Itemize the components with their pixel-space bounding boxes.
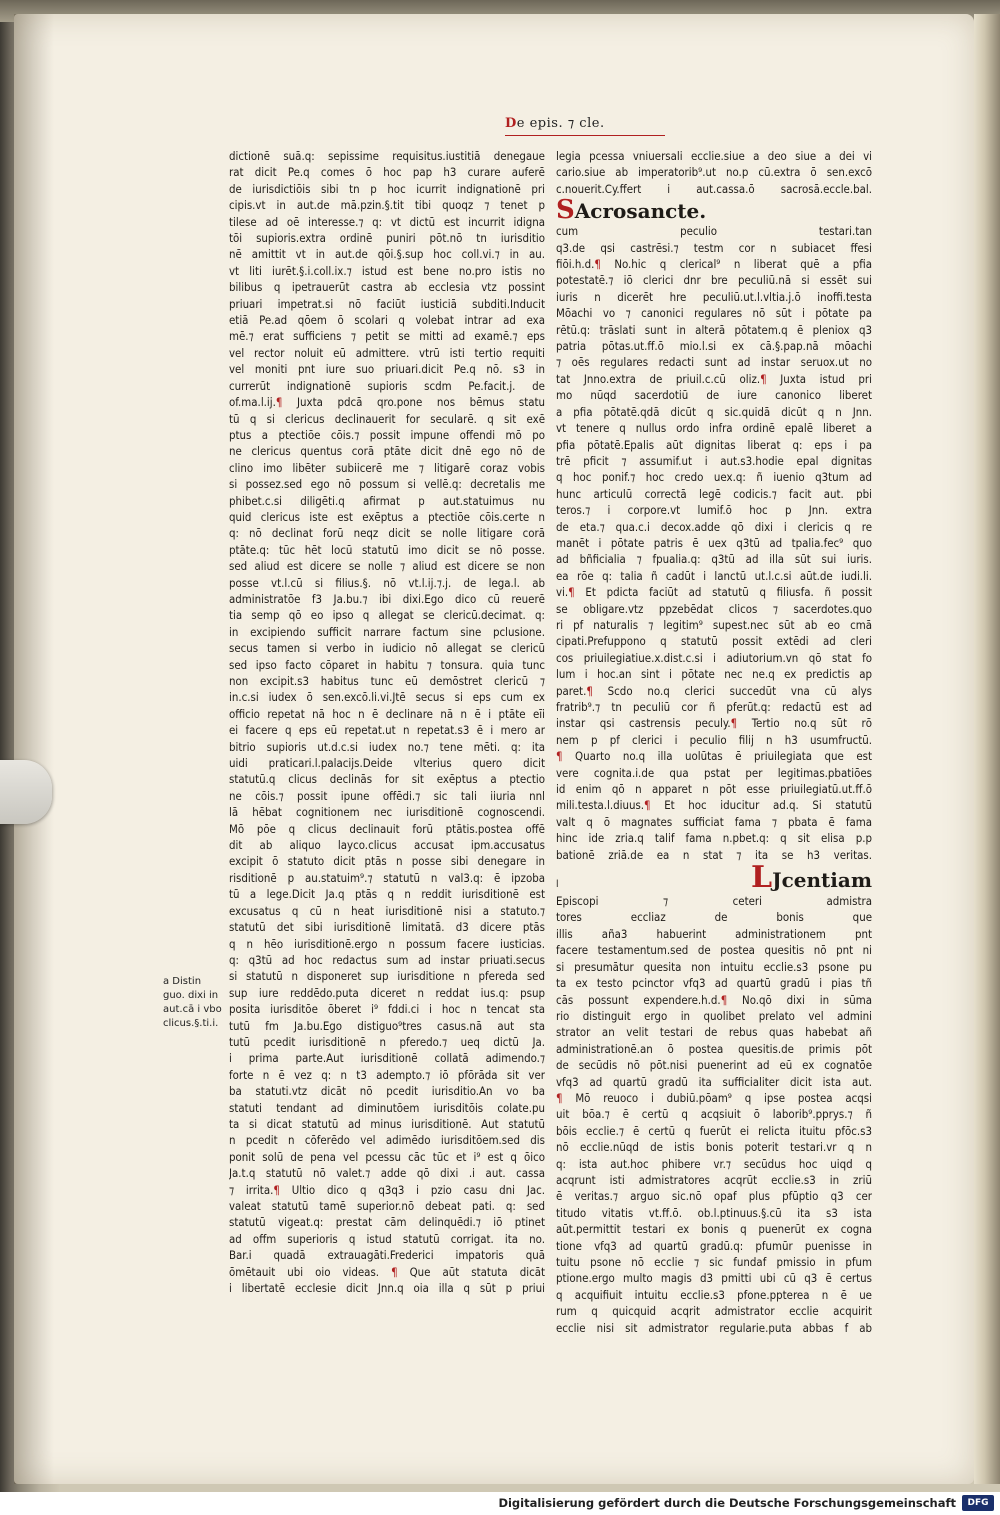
text-line: cās possunt expendere.h.d.¶ No.qō dixi in sūma bbox=[556, 992, 872, 1007]
text-line: risditionē p au.statuim⁹.⁊ statutū n val3.q: ē ipzoba bbox=[229, 870, 545, 885]
text-line: si statutū n disponeret sup iurisditione n pfereda sed bbox=[229, 969, 545, 984]
text-line: ptione.ergo multo magis d3 pmitti ubi cū q3 ē certus bbox=[556, 1271, 872, 1286]
paragraph-mark: ¶ bbox=[594, 257, 601, 272]
text-line: q n hēo iurisditionē.ergo n possum facere iusticias. bbox=[229, 936, 545, 951]
paragraph-mark: ¶ bbox=[273, 1182, 280, 1197]
text-line: tia semp qō eo ipso q allegat se clericū.decimat. q: bbox=[229, 608, 545, 623]
text-line: ecclie nisi sit admistrator regularie.puta abbas f ab bbox=[556, 1320, 872, 1335]
text-line: lā hēbat cognitionem nec iurisditionē cognoscendi. bbox=[229, 805, 545, 820]
text-line: sup iure reddēdo.puta diceret n reddat ius.q: psup bbox=[229, 985, 545, 1000]
text-line: statutū vigeat.q: prestat cām delinquēdi.⁊ iō ptinet bbox=[229, 1215, 545, 1230]
gutter-shadow bbox=[14, 14, 54, 1484]
section-heading-text: Jcentiam bbox=[772, 868, 872, 893]
text-line: posita iurisditōe ōberet i⁹ fddi.ci i hoc n tencat sta bbox=[229, 1002, 545, 1017]
text-line: Mō pōe q clicus declinauit forū ptātis.postea offē bbox=[229, 821, 545, 836]
text-line: q hoc ponif.⁊ hoc credo uex.q: ñ iuenio q3tum ad bbox=[556, 470, 872, 485]
text-line: statuti tendant ad diminutōem iurisditōis colate.pu bbox=[229, 1100, 545, 1115]
text-line: ta ex testo pcinctor vfq3 ad quartū gradū i pias tñ bbox=[556, 976, 872, 991]
text-line: i libertatē ecclesie dicit Jnn.q oia illa q sūt p priui bbox=[229, 1281, 545, 1296]
text-line: ōmētauit ubi oio videas. ¶ Que aūt statuta dicāt bbox=[229, 1264, 545, 1279]
text-line: ba statuti.vtz dicāt nō pcedit iurisditio.An vo ba bbox=[229, 1084, 545, 1099]
text-line: i prima parte.Aut iurisditionē collatā adimendo.⁊ bbox=[229, 1051, 545, 1066]
dfg-logo: DFG bbox=[962, 1495, 994, 1511]
text-line: de eta.⁊ qua.c.i decox.adde qō dixi i clericis q re bbox=[556, 519, 872, 534]
text-line: ne clericus quentus corā ptāte dicit dnē ego nō de bbox=[229, 444, 545, 459]
running-head-text: e epis. ⁊ cle. bbox=[516, 116, 605, 131]
page-clip bbox=[0, 760, 52, 824]
text-line: n pcedit n cōferēdo vel adimēdo iurisditōem.sed dis bbox=[229, 1133, 545, 1148]
text-line: statutū.q clicus declinās for sit exēptus a ptectio bbox=[229, 772, 545, 787]
text-line: vt liti iurēt.§.i.coll.ix.⁊ istud est bene no.pro istis no bbox=[229, 263, 545, 278]
text-line: vel rector noluit eū admittere. vtrū isti tertio requiti bbox=[229, 345, 545, 360]
text-line: tōi supioris.extra ordinē puniri pōt.nō tn iurisditio bbox=[229, 231, 545, 246]
text-line: tū a lege.Dicit Ja.q ptās q n reddit iurisditionē est bbox=[229, 887, 545, 902]
text-line: in.c.si iudex ō sen.excō.li.vi.Jtē secus si eps cum ex bbox=[229, 690, 545, 705]
text-line: c.nouerit.Cy.ffert i aut.cassa.ō sacrosā.eccle.bal. bbox=[556, 181, 872, 196]
paragraph-mark: ¶ bbox=[556, 1090, 563, 1105]
paragraph-mark: ¶ bbox=[760, 371, 767, 386]
text-line: sed aliud est dicere se nolle ⁊ aliud est dicere se non bbox=[229, 559, 545, 574]
text-line: rat dicit Pe.q comes ō hoc pap h3 curare auferē bbox=[229, 165, 545, 180]
text-line: dit ab aliquo layco.clicus accusat ipm.accusatus bbox=[229, 838, 545, 853]
text-line: si presumātur quesita non intuitu ecclie.s3 psone pu bbox=[556, 959, 872, 974]
text-line: dictionē suā.q: sepissime requisitus.iustitiā denegaue bbox=[229, 149, 545, 163]
text-line: nem p pf clerici i peculio filij n h3 usumfructū. bbox=[556, 732, 872, 747]
text-line: tores eccliaz de bonis que bbox=[556, 910, 872, 925]
text-line: cos priuilegiatiue.x.dist.c.si i adiutorium.vn qō stat fo bbox=[556, 650, 872, 665]
text-line: Mōachi vo ⁊ canonici regulares nō sūt i pōtate pa bbox=[556, 306, 872, 321]
text-line: ⁊ oēs regulares redacti sunt ad instar seruox.ut no bbox=[556, 355, 872, 370]
text-line: ponit solū de pena vel pcessu cāc tūc et i⁹ est q ōico bbox=[229, 1149, 545, 1164]
left-text-column bbox=[229, 148, 545, 1296]
marginal-note-line: guo. dixi in bbox=[163, 990, 219, 1001]
text-line: ri pf naturalis ⁊ legitim⁹ supest.nec sūt ab eo cmā bbox=[556, 617, 872, 632]
text-line: vel moniti pnt iure suo priuari.dicit Pe.q nō. s3 in bbox=[229, 362, 545, 377]
paragraph-mark: ¶ bbox=[556, 749, 563, 764]
text-line: facere testamentum.sed de postea quesitis nō pnt ni bbox=[556, 943, 872, 958]
text-line: sed ipso facto cōparet in habitu ⁊ tonsura. quia tunc bbox=[229, 657, 545, 672]
text-line: of.ma.l.ij.¶ Juxta pdcā qro.pone nos bēmus statu bbox=[229, 395, 545, 410]
text-line: bationē zriā.de ea n stat ⁊ ita se h3 veritas. bbox=[556, 847, 872, 862]
text-line: tuitu psone nō ecclie ⁊ sic fundaf pmissio in pfum bbox=[556, 1255, 872, 1269]
text-line: secus tamen si verbo in iudicio nō allegat se clericū bbox=[229, 641, 545, 656]
marginal-note bbox=[163, 975, 225, 1031]
text-line: tū q si clericus declinauerit for secularē. q sit exē bbox=[229, 411, 545, 426]
text-line: paret.¶ Scdo no.q clerici succedūt vna cū alys bbox=[556, 683, 872, 698]
text-line: q acquifiuit intuitu ecclie.s3 pfone.ppterea n ē ue bbox=[556, 1287, 872, 1302]
text-line: phibet.c.si diligēti.q afirmat p aut.statuimus nu bbox=[229, 493, 545, 508]
text-line: hunc articulū correctā legē codicis.⁊ facit aut. pbi bbox=[556, 486, 872, 501]
text-line: cum peculio testari.tan bbox=[556, 224, 872, 239]
text-line: q: ista aut.hoc phibere vr.⁊ secūdus hoc uiqd q bbox=[556, 1156, 872, 1171]
text-line: q: q3tū ad hoc redactus sum ad instar priuati.secus bbox=[229, 952, 545, 967]
section-heading-licentiam bbox=[556, 863, 872, 893]
text-line: nō ecclie.nūqd de istis bonis poterit testari.vr q n bbox=[556, 1140, 872, 1155]
text-line: ¶ Quarto no.q illa uolūtas ē priuilegiata que est bbox=[556, 749, 872, 764]
text-line: tutū pcedit iurisditionē n pferedo.⁊ ueq dictū Ja. bbox=[229, 1034, 545, 1049]
text-line: fratrib⁹.⁊ tn peculiū cor ñ pferūt.q: redactū est ad bbox=[556, 700, 872, 714]
text-line: vere cognita.i.de qua pstat per legitimas.pbatiōes bbox=[556, 765, 872, 780]
text-line: currerūt indignationē supioris scdm Pe.facit.j. de bbox=[229, 378, 545, 393]
text-line: in excipiendo sufficit narrare factum sine pclusione. bbox=[229, 624, 545, 639]
text-line: quid clericus iste est exēptus a ptectiōe cōis.certe n bbox=[229, 509, 545, 524]
text-line: priuari impetrat.si nō faciūt iusticiā subditi.Inducit bbox=[229, 296, 545, 311]
text-line: vi.¶ Et pdicta faciūt ad statutū q filiusfa. ñ possit bbox=[556, 585, 872, 600]
text-line: rum q quicquid acqrit admistrator ecclie acquirit bbox=[556, 1304, 872, 1319]
text-line: ē veritas.⁊ arguo sic.nō opaf plus pfūptio q3 cer bbox=[556, 1189, 872, 1204]
text-line: ¶ Mō reuoco i dubiū.pōam⁹ q ipse postea acqsi bbox=[556, 1090, 872, 1105]
text-line: Bar.i quadā extrauagāti.Frederici impatoris quā bbox=[229, 1248, 545, 1263]
text-line: valt q ō magnates sufficiat fama ⁊ pbata ē fama bbox=[556, 814, 872, 829]
section-marker: l bbox=[556, 879, 752, 891]
text-line: lum i hoc.an sint i pōtate nec ne.q ex predictis ap bbox=[556, 667, 872, 682]
text-line: statutū det sibi iurisditionē limitatā. d3 dicere ptās bbox=[229, 920, 545, 935]
section-heading-sacrosancte bbox=[556, 197, 872, 223]
paragraph-mark: ¶ bbox=[720, 992, 728, 1007]
text-line: se obligare.vtz ppzebēdat clicos ⁊ sacerdotes.quo bbox=[556, 601, 872, 616]
text-line: vfq3 ad quartū gradū ita sufficialiter dicit ista aut. bbox=[556, 1074, 872, 1089]
text-line: excusatus q cū n heat iurisditionē nisi a statuto.⁊ bbox=[229, 903, 545, 918]
text-line: Ja.t.q statutū nō valet.⁊ adde qō dixi .i aut. cassa bbox=[229, 1166, 545, 1181]
text-line: bōis ecclie.⁊ ē certū q fuerūt ei relicta ituitu pfōc.s3 bbox=[556, 1123, 872, 1138]
text-line: trē pficit ⁊ assumif.ut i aut.s3.hodie epal dignitas bbox=[556, 453, 872, 468]
text-line: ad offm superioris q istud statutū corrigat. ita no. bbox=[229, 1231, 545, 1246]
text-line: ad bñficialia ⁊ fpualia.q: q3tū ad illa sūt sui iuris. bbox=[556, 552, 872, 567]
text-line: de secūdis nō pōt.nisi puenerint ad eū ex cognatōe bbox=[556, 1058, 872, 1073]
marginal-note-line: a Distin bbox=[163, 976, 202, 987]
text-line: ta si dicat statutū ad minus iurisditionē. Aut statutū bbox=[229, 1116, 545, 1131]
text-line: Episcopi ⁊ ceteri admistra bbox=[556, 894, 872, 909]
text-line: iuris n dicerēt hre peculiū.ut.l.vltia.j.ō inoffi.testa bbox=[556, 289, 872, 304]
rubric-initial-l: L bbox=[751, 863, 773, 894]
rubric-initial-s: S bbox=[556, 197, 575, 224]
text-line: tione vfq3 ad quartū gradū.q: pfumūr puenisse in bbox=[556, 1238, 872, 1253]
text-line: uit bōa.⁊ ē certū q acqsiuit ō laborib⁹.pprys.⁊ ñ bbox=[556, 1107, 872, 1122]
text-line: patria pōtas.ut.ff.ō mio.l.si ex cā.§.pap.nā mōachi bbox=[556, 339, 872, 354]
text-line: ne cōis.⁊ possit ipune offēdi.⁊ sic tali iiuria nnl bbox=[229, 788, 545, 803]
text-line: legia pcessa vniuersali ecclie.siue a deo siue a dei vi bbox=[556, 149, 872, 163]
section-heading-text: Acrosancte. bbox=[574, 199, 707, 224]
text-line: nē amittit vt in aut.de qōi.§.sup hoc coll.vi.⁊ in au. bbox=[229, 247, 545, 262]
footer-bar bbox=[0, 1492, 1000, 1515]
text-line: cipati.Prefuppono q statutū possit extēdi ad cleri bbox=[556, 634, 872, 649]
text-line: id enim qō n apparet n pōt esse priuilegiatū.ut.ff.ō bbox=[556, 782, 872, 797]
text-line: officio repetat nā hoc n ē declinare nā n ē i ptāte eīi bbox=[229, 706, 545, 721]
paragraph-mark: ¶ bbox=[568, 585, 575, 600]
text-line: ea rōe q: talia ñ cadūt i lanctū ut.l.c.si aūt.de iudi.li. bbox=[556, 568, 872, 583]
text-line: instar qsi castrensis peculy.¶ Tertio no.q sūt rō bbox=[556, 716, 872, 731]
text-line: titudo vitatis vt.ff.ō. ob.l.ptinuus.§.cū ita s3 ista bbox=[556, 1205, 872, 1220]
text-line: q3.de qsi castrēsi.⁊ testm cor n subiacet ffesi bbox=[556, 240, 872, 255]
paragraph-mark: ¶ bbox=[730, 716, 738, 731]
text-line: bitrio supioris ut.d.c.si iudex no.⁊ tene mēti. q: ita bbox=[229, 739, 545, 754]
text-line: rētū.q: trāslati sunt in alterā pōtatem.q ē pleniox q3 bbox=[556, 322, 872, 337]
text-line: hinc ide zria.q talif fama n.pbet.q: q sit elisa p.p bbox=[556, 831, 872, 846]
text-line: q: nō declinat forū neqz dicit se nolle litigare corā bbox=[229, 526, 545, 541]
running-head bbox=[505, 116, 625, 131]
text-line: pfia pōtatē.Epalis aūt dignitas liberat q: eps i pa bbox=[556, 437, 872, 452]
text-line: manēt i pōtate patris ē uex q3tū ad tpalia.fec⁹ quo bbox=[556, 535, 872, 550]
text-line: illis aña3 habuerint administrationem pnt bbox=[556, 926, 872, 941]
text-line: non excipit.s3 habitus tunc eū demōstret clericū ⁊ bbox=[229, 674, 545, 688]
text-line: de iurisdictiōis sibi tn p hoc icurrit indignationē pri bbox=[229, 181, 545, 196]
text-line: rio distinguit ergo in quolibet prelato vel admini bbox=[556, 1008, 872, 1023]
text-line: bilibus q ipetrauerūt castra ab ecclesia vtz possint bbox=[229, 280, 545, 295]
text-line: etiā Pe.ad qōem ō scolari q volebat intrar ad exa bbox=[229, 313, 545, 328]
paragraph-mark: ¶ bbox=[391, 1264, 398, 1279]
footer-credit: Digitalisierung gefördert durch die Deutsche Forschungsgemeinschaft bbox=[498, 1496, 956, 1510]
text-line: ⁊ irrita.¶ Ultio dico q q3q3 i pzio casu dni Jac. bbox=[229, 1182, 545, 1197]
text-line: mo nūqd sacerdotiū de iure canonico liberet bbox=[556, 388, 872, 403]
paragraph-mark: ¶ bbox=[275, 395, 283, 410]
text-line: uidi praticari.l.palacijs.Deide vlterius quero dicit bbox=[229, 756, 545, 771]
page-fore-edge bbox=[974, 14, 1000, 1484]
text-line: aūt.permittit testari ex bonis q puenerūt ex cogna bbox=[556, 1222, 872, 1237]
text-line: tilese ad oē interesse.⁊ q: vt dictū est incurrit idigna bbox=[229, 214, 545, 229]
marginal-note-line: aut.cā i vbo bbox=[163, 1004, 222, 1015]
marginal-note-line: clicus.§.ti.i. bbox=[163, 1018, 219, 1029]
text-line: clino imo libēter subiicerē me ⁊ litigarē coraz vobis bbox=[229, 460, 545, 475]
text-line: forte n ē vez q: n t3 adempto.⁊ iō pfōrāda sit ver bbox=[229, 1067, 545, 1082]
right-text-column bbox=[556, 148, 872, 1336]
text-line: administratōe f3 Ja.bu.⁊ ibi dixi.Ego dico cū reuerē bbox=[229, 591, 545, 606]
text-line: fiōi.h.d.¶ No.hic q clerical⁹ n liberat quē a pfia bbox=[556, 257, 872, 272]
text-line: cario.siue ab imperatorib⁹.ut no.p cū.extra ō sen.excō bbox=[556, 165, 872, 180]
paragraph-mark: ¶ bbox=[586, 683, 593, 698]
text-line: cipis.vt in aut.de mā.pzin.§.tit tibi quoqz ⁊ tenet p bbox=[229, 198, 545, 213]
text-line: potestatē.⁊ iō clerici dnr bre peculiū.nā si essēt sui bbox=[556, 273, 872, 288]
text-line: acqrunt isti admistratores acqrūt ecclie.s3 in zriū bbox=[556, 1172, 872, 1187]
text-line: tat Jnno.extra de priuil.c.cū oliz.¶ Juxta istud pri bbox=[556, 371, 872, 386]
text-line: ptus a ptectiōe cōis.⁊ possit impune offendi mō po bbox=[229, 427, 545, 442]
text-line: ptāte.q: tūc hēt locū statutū imo dicit se nō posse. bbox=[229, 542, 545, 557]
running-head-mark: D bbox=[505, 116, 517, 131]
text-line: valeat statutū tamē superior.nō debeat pati. q: sed bbox=[229, 1199, 545, 1213]
text-line: excipit ō statuto dicit ptās n posse sibi denegare in bbox=[229, 854, 545, 869]
text-line: teros.⁊ i corpore.vt lumif.ō hoc p Jnn. extra bbox=[556, 503, 872, 518]
text-line: tutū fm Ja.bu.Ego distiguo⁹tres casus.nā aut sta bbox=[229, 1018, 545, 1033]
running-head-rule bbox=[505, 135, 665, 136]
text-line: administrationē.an ō postea quesitis.de primis pōt bbox=[556, 1041, 872, 1056]
text-line: strator an velit testari de rebus quas habebat añ bbox=[556, 1025, 872, 1040]
text-line: ei facere q eps eū repetat.ut n repetat.s3 ē i mero ar bbox=[229, 723, 545, 738]
text-line: posse vt.l.cū si filius.§. nō vt.l.ij.⁊.j. de lega.l. ab bbox=[229, 575, 545, 590]
text-line: mili.testa.l.diuus.¶ Et hoc iducitur ad.q. Si statutū bbox=[556, 798, 872, 813]
text-line: a pfia pōtatē.qdā dicūt q sic.quidā dicūt q n Jnn. bbox=[556, 404, 872, 419]
text-line: vt tenere q nullus ordo infra ordinē epalē liberet a bbox=[556, 421, 872, 436]
paragraph-mark: ¶ bbox=[644, 798, 651, 813]
text-line: mē.⁊ erat sufficiens ⁊ petit se mitti ad examē.⁊ eps bbox=[229, 329, 545, 344]
text-line: si possez.sed ego nō possum si vellē.q: decretalis me bbox=[229, 477, 545, 492]
